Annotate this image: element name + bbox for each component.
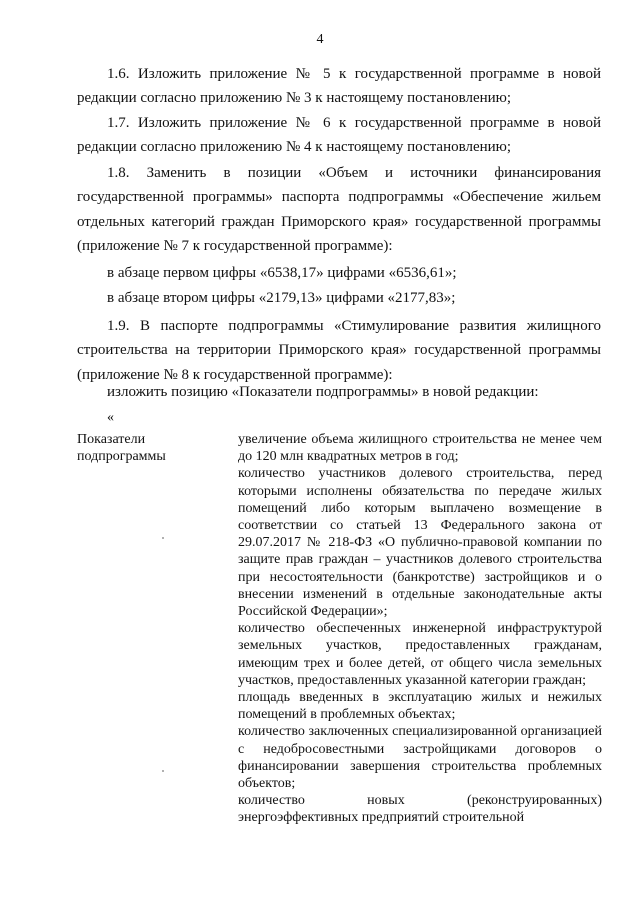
paragraph-1-6: 1.6. Изложить приложение № 5 к государственной программе в новой редакции согласно приложению № 3 к настоящему постановлению;: [77, 66, 601, 107]
indicators-list: [238, 431, 602, 827]
page-number: 4: [316, 32, 324, 47]
table-label: Показатели подпрограммы: [77, 432, 166, 465]
indicator-item: количество заключенных специализированной организацией с недобросовестными застройщиками договоров о финансировании завершения строительства проблемных объектов;: [238, 724, 602, 792]
indicator-item: увеличение объема жилищного строительства не менее чем до 120 млн квадратных метров в год;: [238, 432, 602, 465]
scan-speck: [162, 770, 164, 772]
indicator-item: площадь введенных в эксплуатацию жилых и нежилых помещений в проблемных объектах;: [238, 690, 602, 723]
indicator-item: количество участников долевого строительства, перед которыми исполнены обязательства по передаче жилых помещений либо которым выплачено возмещение в соответствии со статьей 13 Федерального закона от 29.07.2017 № 218-ФЗ «О публично-правовой компании по защите прав граждан – участников долевого строительства при несостоятельности (банкротстве) застройщиков и о внесении изменений в отдельные законодательные акты Российской Федерации»;: [238, 466, 602, 620]
paragraph-1-9: 1.9. В паспорте подпрограммы «Стимулирование развития жилищного строительства на территории Приморского края» государственной программы (приложение № 8 к государственной программе):: [77, 318, 601, 383]
paragraph-1-8-first-clause: в абзаце первом цифры «6538,17» цифрами «6536,61»;: [107, 265, 457, 281]
paragraph-1-8-second-clause: в абзаце втором цифры «2179,13» цифрами «2177,83»;: [107, 290, 456, 306]
scan-speck: [162, 537, 164, 539]
indicator-item: количество обеспеченных инженерной инфраструктурой земельных участков, предоставленных гражданам, имеющим трех и более детей, от общего числа земельных участков, предоставленных указанной категории граждан;: [238, 621, 602, 688]
indicator-item: количество новых (реконструированных) энергоэффективных предприятий строительной: [238, 793, 602, 826]
paragraph-1-8: 1.8. Заменить в позиции «Объем и источники финансирования государственной программы» паспорта подпрограммы «Обеспечение жильем отдельных категорий граждан Приморского края» государственной программы (приложение № 7 к государственной программе):: [77, 165, 601, 254]
opening-quote: «: [107, 410, 114, 425]
paragraph-1-7: 1.7. Изложить приложение № 6 к государственной программе в новой редакции согласно приложению № 4 к настоящему постановлению;: [77, 115, 601, 156]
paragraph-1-9-instruction: изложить позицию «Показатели подпрограммы» в новой редакции:: [107, 384, 539, 400]
